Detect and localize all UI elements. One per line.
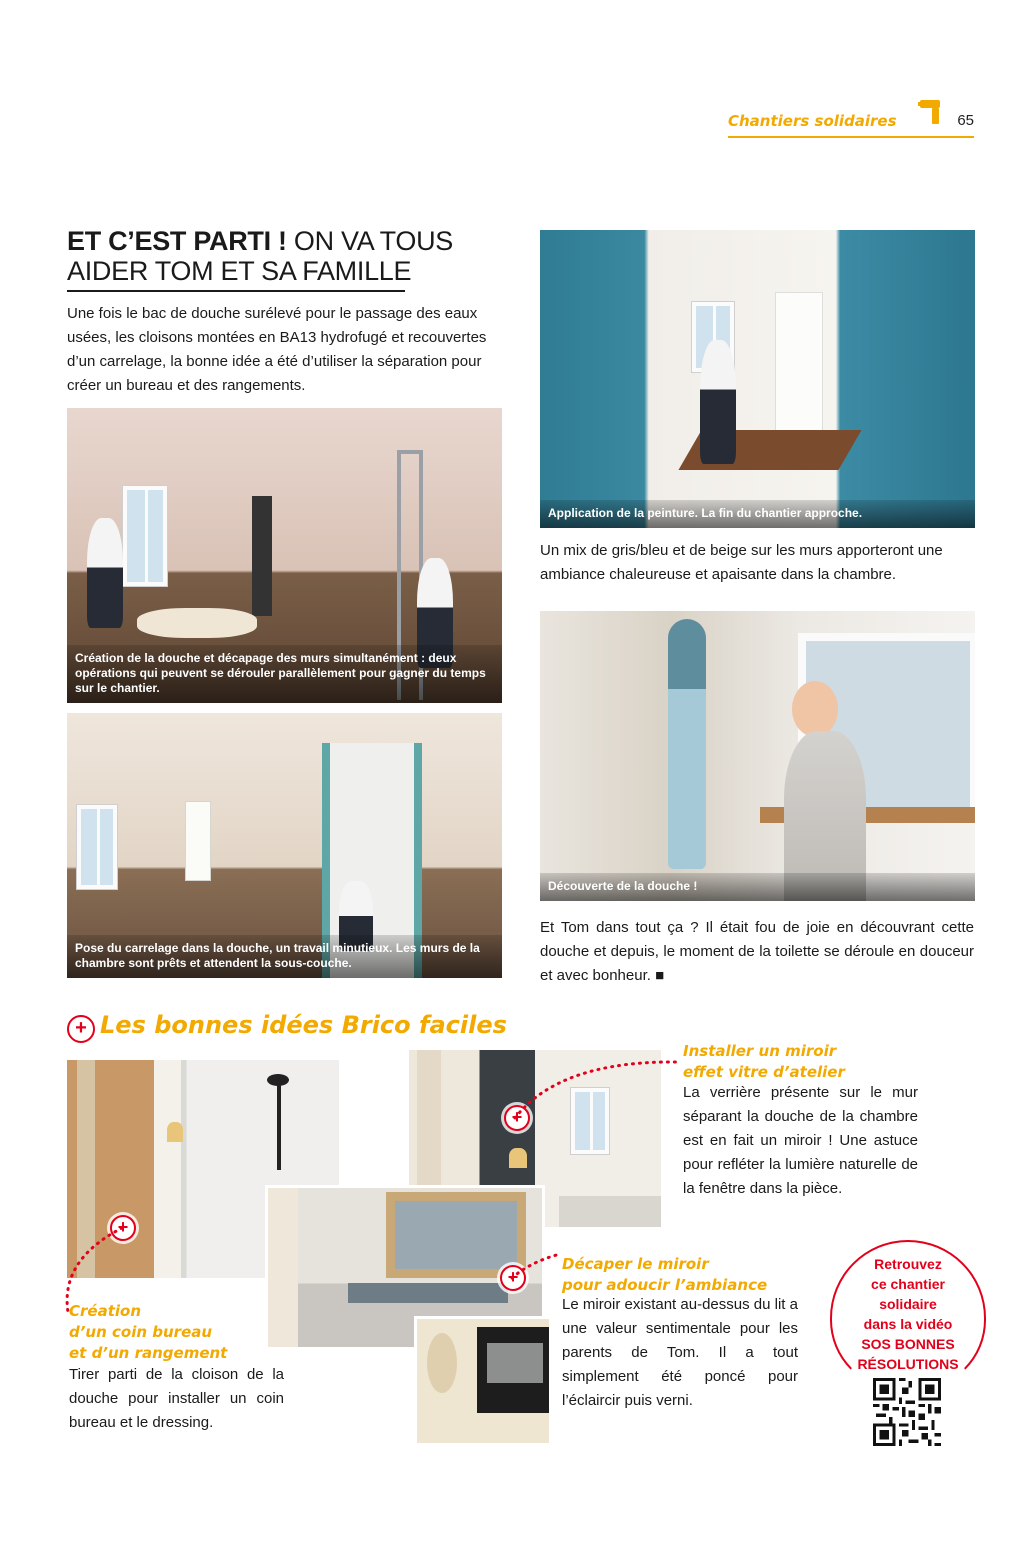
tip-mirror-title: [683, 1041, 845, 1083]
qr-code-icon[interactable]: [873, 1378, 941, 1446]
promo-line: solidaire: [879, 1296, 937, 1312]
worker: [87, 518, 123, 628]
photo-shower-construction: [67, 408, 502, 703]
video-promo-badge[interactable]: [830, 1240, 986, 1390]
photo-tiling: [67, 713, 502, 978]
tip-desk-title: [69, 1301, 227, 1364]
photo-caption: Application de la peinture. La fin du chantier approche.: [540, 500, 975, 528]
photo-painting: [540, 230, 975, 528]
tip-title-line: Création: [69, 1302, 141, 1320]
tip-desk-text: Tirer parti de la cloison de la douche pour installer un coin bureau et le dressing.: [69, 1366, 284, 1431]
intro-paragraph: Une fois le bac de douche surélevé pour le passage des eaux usées, les cloisons montées en BA13 hydrofugé et recouvertes d’un carrelage, la bonne idée a été d’utiliser la séparation pour créer un bureau et des rangements.: [67, 305, 487, 394]
photo-mirror-before: [414, 1316, 552, 1446]
tips-section-title: Les bonnes idées Brico faciles: [100, 1011, 507, 1039]
window: [77, 805, 117, 889]
photo-caption: Découverte de la douche !: [540, 873, 975, 901]
promo-line: RÉSOLUTIONS: [857, 1356, 959, 1372]
promo-line: dans la vidéo: [863, 1316, 953, 1332]
photo-caption: Création de la douche et décapage des murs simultanément : deux opérations qui peuvent se dérouler parallèlement pour gagner du temps sur le chantier.: [67, 645, 502, 703]
tip-title-line: pour adoucir l’ambiance: [562, 1276, 768, 1294]
promo-line: ce chantier: [871, 1276, 945, 1292]
window: [123, 486, 167, 586]
promo-text: [832, 1254, 984, 1374]
title-bold: ET C’EST PARTI !: [67, 226, 287, 256]
photo-caption: Pose du carrelage dans la douche, un travail minutieux. Les murs de la chambre sont prêts et attendent la sous-couche.: [67, 935, 502, 978]
article-title: [67, 226, 507, 286]
plus-circle-icon: +: [67, 1015, 95, 1043]
drill-icon: [918, 96, 946, 126]
old-mirror: [487, 1343, 543, 1383]
tom-paragraph: Et Tom dans tout ça ? Il était fou de joie en découvrant cette douche et depuis, le moment de la toilette se déroule en douceur et avec bonheur. ■: [540, 919, 974, 984]
tip-title-line: Décaper le miroir: [562, 1255, 709, 1273]
tip-title-line: effet vitre d’atelier: [683, 1063, 845, 1081]
paint-paragraph: Un mix de gris/bleu et de beige sur les murs apporteront une ambiance chaleureuse et apaisante dans la chambre.: [540, 542, 943, 583]
tip-title-line: d’un coin bureau: [69, 1323, 213, 1341]
doorway: [252, 496, 272, 616]
promo-line: SOS BONNES: [861, 1336, 955, 1352]
tip-title-line: Installer un miroir: [683, 1042, 837, 1060]
tip-strip-title: [562, 1254, 767, 1296]
plus-badge-icon: +: [500, 1265, 526, 1291]
plus-badge-icon: +: [504, 1105, 530, 1131]
photo-tom-discovering: [540, 611, 975, 901]
tip-strip-text: Le miroir existant au-dessus du lit a une valeur sentimentale pour les parents de Tom. Il a tout simplement été poncé pour l’éclaircir puis verni.: [562, 1296, 798, 1409]
painter: [700, 340, 736, 464]
wallpaper-motif: [427, 1333, 457, 1393]
page-number: 65: [957, 112, 974, 129]
plus-badge-icon: +: [110, 1215, 136, 1241]
debris: [137, 608, 257, 638]
title-rest: ON VA TOUS AIDER TOM ET SA FAMILLE: [67, 226, 453, 286]
running-header: [728, 110, 974, 138]
door: [185, 801, 211, 881]
promo-line: Retrouvez: [874, 1256, 942, 1272]
towel: [668, 619, 706, 869]
tip-title-line: et d’un rangement: [69, 1344, 228, 1362]
wardrobe: [775, 292, 823, 440]
title-rule: [67, 290, 405, 292]
section-label: Chantiers solidaires: [728, 112, 897, 130]
child-face: [792, 681, 838, 737]
tip-mirror-text: La verrière présente sur le mur séparant la douche de la chambre est en fait un miroir ! Une astuce pour refléter la lumière naturelle de la fenêtre dans la pièce.: [683, 1084, 918, 1197]
